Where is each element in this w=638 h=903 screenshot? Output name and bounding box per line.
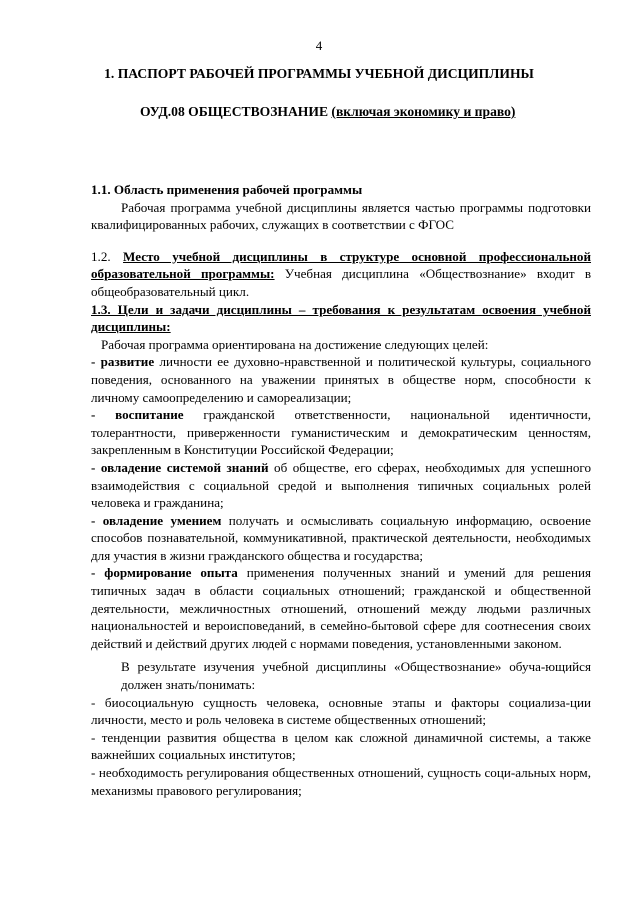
goal-lead: - овладение системой знаний (91, 459, 269, 475)
section-1-3-heading: 1.3. Цели и задачи дисциплины – требования к результатам освоения учебной дисциплины: (91, 301, 591, 335)
goal-item (91, 353, 591, 406)
section-1-2-heading: Место учебной дисциплины в структуре основной профессиональной образовательной программы: (91, 248, 592, 282)
result-item: - необходимость регулирования общественных отношений, сущность соци-альных норм, механизмы правового регулирования; (91, 765, 591, 798)
goal-lead: - воспитание (91, 407, 184, 423)
section-1-2-text: Учебная дисциплина «Обществознание» входит в общеобразовательный цикл. (91, 266, 592, 299)
result-item: - тенденции развития общества в целом как сложной динамичной системы, а также важнейших социальных институтов; (91, 729, 591, 763)
goal-item (91, 406, 591, 459)
result-item: - биосоциальную сущность человека, основные этапы и факторы социализа-ции личности, место и роль человека в системе общественных отношений; (91, 694, 591, 728)
section-1-1-text: Рабочая программа учебной дисциплины является частью программы подготовки квалифицированных рабочих, служащих в соответствии с ФГОС (91, 199, 591, 233)
results-intro: В результате изучения учебной дисциплины «Обществознание» обуча-ющийся должен знать/понимать: (121, 659, 591, 693)
body-text (91, 181, 591, 799)
goal-text: применения полученных знаний и умений для решения типичных задач в области социальных отношений; гражданской и общественной деятельности, межличностных отношений, отношений между людьми различных национальностей и вероисповеданий, в семейно-бытовой сфере для соотнесения своих действий и действий других людей с нормами поведения, установленными законом. (91, 565, 591, 651)
goal-text: гражданской ответственности, национальной идентичности, толерантности, приверженности гуманистическим и демократическим ценностям, закрепленным в Конституции Российской Федерации; (91, 407, 592, 458)
goal-item (91, 512, 591, 565)
goal-text: об обществе, его сферах, необходимых для успешного взаимодействия с социальной средой и выполнения типичных социальных ролей человека и гражданина; (91, 459, 592, 511)
goal-lead: - формирование опыта (91, 565, 238, 581)
subtitle-note: (включая экономику и право) (331, 104, 516, 119)
goal-text: получать и осмысливать социальную информацию, освоение способов познавательной, коммуникативной, практической деятельности, необходимых для участия в жизни гражданского общества и государства; (91, 512, 591, 563)
page-number: 4 (315, 38, 323, 53)
section-1-2 (91, 248, 591, 301)
goal-lead: - овладение умением (91, 512, 222, 528)
goal-text: личности ее духовно-нравственной и политической культуры, социального поведения, основанного на уважении принятых в обществе норм, способности к личному самоопределению и самореализации; (91, 354, 591, 405)
section-1-1-heading: 1.1. Область применения рабочей программы (91, 182, 363, 197)
section-1-2-number: 1.2. (91, 248, 124, 264)
goal-item (91, 564, 591, 652)
main-title: 1. ПАСПОРТ РАБОЧЕЙ ПРОГРАММЫ УЧЕБНОЙ ДИСЦИПЛИНЫ (104, 66, 534, 81)
subtitle-code: ОУД.08 ОБЩЕСТВОЗНАНИЕ (140, 104, 332, 119)
section-1-3-intro: Рабочая программа ориентирована на достижение следующих целей: (101, 336, 489, 352)
subtitle (140, 104, 515, 120)
goal-lead: - развитие (91, 354, 155, 370)
goal-item (91, 459, 591, 512)
